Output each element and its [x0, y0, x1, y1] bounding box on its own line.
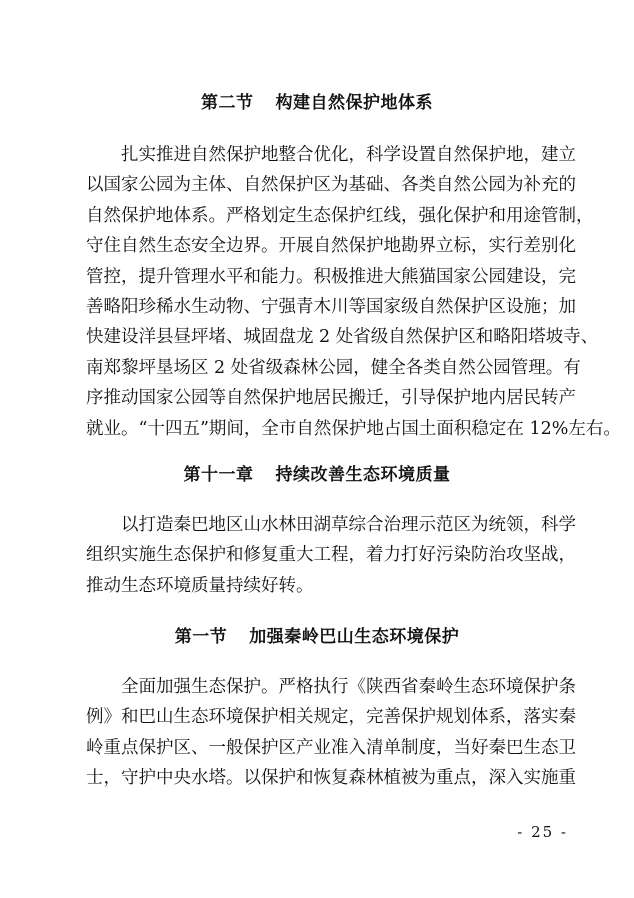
paragraph-line: 就业。“十四五”期间，全市自然保护地占国土面积稳定在 12%左右。	[86, 418, 621, 439]
chapter-number: 第十一章	[183, 465, 254, 485]
paragraph-line: 士，守护中央水塔。以保护和恢复森林植被为重点，深入实施重	[86, 768, 576, 789]
paragraph-line: 快建设洋县昼坪堵、城固盘龙 2 处省级自然保护区和略阳塔坡寺、	[86, 327, 599, 348]
page-number: - 25 -	[517, 823, 568, 841]
paragraph-line: 岭重点保护区、一般保护区产业准入清单制度，当好秦巴生态卫	[86, 737, 576, 758]
section-title: 加强秦岭巴山生态环境保护	[249, 627, 460, 647]
paragraph-line: 以国家公园为主体、自然保护区为基础、各类自然公园为补充的	[86, 175, 576, 196]
paragraph-line: 全面加强生态保护。严格执行《陕西省秦岭生态环境保护条	[121, 677, 576, 697]
paragraph-line: 扎实推进自然保护地整合优化，科学设置自然保护地，建立	[121, 145, 576, 165]
paragraph-line: 善略阳珍稀水生动物、宁强青木川等国家级自然保护区设施；加	[86, 296, 576, 317]
paragraph-line: 南郑黎坪垦场区 2 处省级森林公园，健全各类自然公园管理。有	[86, 357, 581, 378]
section-title: 构建自然保护地体系	[275, 93, 433, 113]
paragraph-line: 守住自然生态安全边界。开展自然保护地勘界立标，实行差别化	[86, 236, 576, 257]
chapter-title: 持续改善生态环境质量	[275, 465, 451, 485]
paragraph-line: 以打造秦巴地区山水林田湖草综合治理示范区为统领，科学	[121, 515, 576, 535]
paragraph-line: 推动生态环境质量持续好转。	[86, 575, 314, 596]
section-number: 第二节	[201, 93, 254, 113]
paragraph-line: 例》和巴山生态环境保护相关规定，完善保护规划体系，落实秦	[86, 707, 576, 728]
section-heading-qinling-bashan	[0, 622, 634, 647]
paragraph-chapter-intro	[86, 510, 576, 601]
paragraph-ecological-protection	[86, 672, 576, 794]
chapter-heading-ecological-quality	[0, 460, 634, 485]
paragraph-line: 组织实施生态保护和修复重大工程，着力打好污染防治攻坚战，	[86, 545, 576, 566]
paragraph-protected-areas	[86, 140, 621, 444]
paragraph-line: 管控，提升管理水平和能力。积极推进大熊猫国家公园建设，完	[86, 266, 576, 287]
paragraph-line: 自然保护地体系。严格划定生态保护红线，强化保护和用途管制，	[86, 205, 594, 226]
section-number: 第一节	[174, 627, 228, 647]
section-heading-build-protected-areas	[0, 88, 634, 113]
paragraph-line: 序推动国家公园等自然保护地居民搬迁，引导保护地内居民转产	[86, 388, 576, 409]
